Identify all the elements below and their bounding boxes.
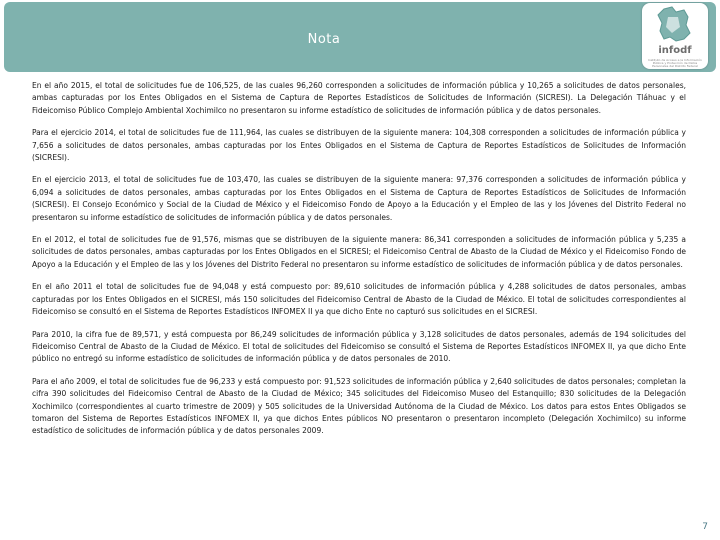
page-title: Nota <box>307 32 341 47</box>
note-content <box>32 80 686 448</box>
paragraph-2014: Para el ejercicio 2014, el total de solicitudes fue de 111,964, las cuales se distribuyen de la siguiente manera: 104,308 corresponden a solicitudes de información pública y 7,656 a solicitudes de datos personales, ambas capturadas por los Entes Obligados en el Sistema de Captura de Reportes Estadísticos de Solicitudes de Información (SICRESI). <box>32 128 686 163</box>
infodf-logo <box>642 3 708 69</box>
paragraph-2012: En el 2012, el total de solicitudes fue de 91,576, mismas que se distribuyen de la siguiente manera: 86,341 corresponden a solicitudes de información pública y 5,235 a solicitudes de datos personales, ambas capturadas por los Entes Obligados en el SICRESI; el Fideicomiso Central de Abasto de la Ciudad de México y el Fideicomiso Fondo de Apoyo a la Educación y el Empleo de las y los Jóvenes del Distrito Federal no presentaron su informe estadístico de solicitudes de información pública y de datos personales. <box>32 235 686 269</box>
logo-word: infodf <box>658 45 692 56</box>
header-banner <box>4 2 716 72</box>
paragraph-2013: En el ejercicio 2013, el total de solicitudes fue de 103,470, las cuales se distribuyen de la siguiente manera: 97,376 corresponden a solicitudes de información pública y 6,094 a solicitudes de datos personales, ambas capturadas por los Entes Obligados en el Sistema de Captura de Reportes Estadísticos de Solicitudes de Información (SICRESI). El Consejo Económico y Social de la Ciudad de México y el Fideicomiso Fondo de Apoyo a la Educación y el Empleo de las y los Jóvenes del Distrito Federal no presentaron su informe estadístico de solicitudes de información pública y de datos personales. <box>32 175 686 222</box>
logo-small-text: Instituto de Acceso a la Información Pública y Protección de Datos Personales del Distrito Federal <box>648 58 702 68</box>
paragraph-2015: En el año 2015, el total de solicitudes fue de 106,525, de las cuales 96,260 corresponden a solicitudes de información pública y 10,265 a solicitudes de datos personales, ambas capturadas por los Entes Obligados en el Sistema de Captura de Reportes Estadísticos de Solicitudes de Información (SICRESI). La Delegación Tláhuac y el Fideicomiso Público Complejo Ambiental Xochimilco no presentaron su informe estadístico de solicitudes de información pública y de datos personales. <box>32 81 686 115</box>
paragraph-2011: En el año 2011 el total de solicitudes fue de 94,048 y está compuesto por: 89,610 solicitudes de información pública y 4,288 solicitudes de datos personales, ambas capturadas por los Entes Obligados en el SICRESI, más 150 solicitudes del Fideicomiso Central de Abasto de la Ciudad de México. El total de solicitudes correspondientes al Fideicomiso se consultó en el Sistema de Reportes Estadísticos INFOMEX II ya que dicho Ente no capturó sus solicitudes en el SICRESI. <box>32 282 686 317</box>
page-number: 7 <box>702 522 708 532</box>
paragraph-2009: Para el año 2009, el total de solicitudes fue de 96,233 y está compuesto por: 91,523 solicitudes de información pública y 2,640 solicitudes de datos personales; completan la cifra 390 solicitudes del Fideicomiso Central de Abasto de la Ciudad de México; 345 solicitudes del Fideicomiso Museo del Estanquillo; 830 solicitudes de la Delegación Xochimilco (correspondientes al cuarto trimestre de 2009) y 505 solicitudes de la Universidad Autónoma de la Ciudad de México. Los datos para estos Entes Obligados se tomaron del Sistema de Reportes Estadísticos INFOMEX II, ya que dichos Entes públicos NO presentaron o presentaron incompleto (Delegación Xochimilco) su informe estadístico de solicitudes de información pública y de datos personales 2009. <box>32 376 686 436</box>
paragraph-2010: Para 2010, la cifra fue de 89,571, y está compuesta por 86,249 solicitudes de información pública y 3,128 solicitudes de datos personales, además de 194 solicitudes del Fideicomiso Central de Abasto de la Ciudad de México. El total de solicitudes del Fideicomiso se consultó el Sistema de Reportes Estadísticos INFOMEX II, ya que dicho Ente público no entregó su informe estadístico de solicitudes de información pública y de datos personales de 2010. <box>32 329 686 364</box>
